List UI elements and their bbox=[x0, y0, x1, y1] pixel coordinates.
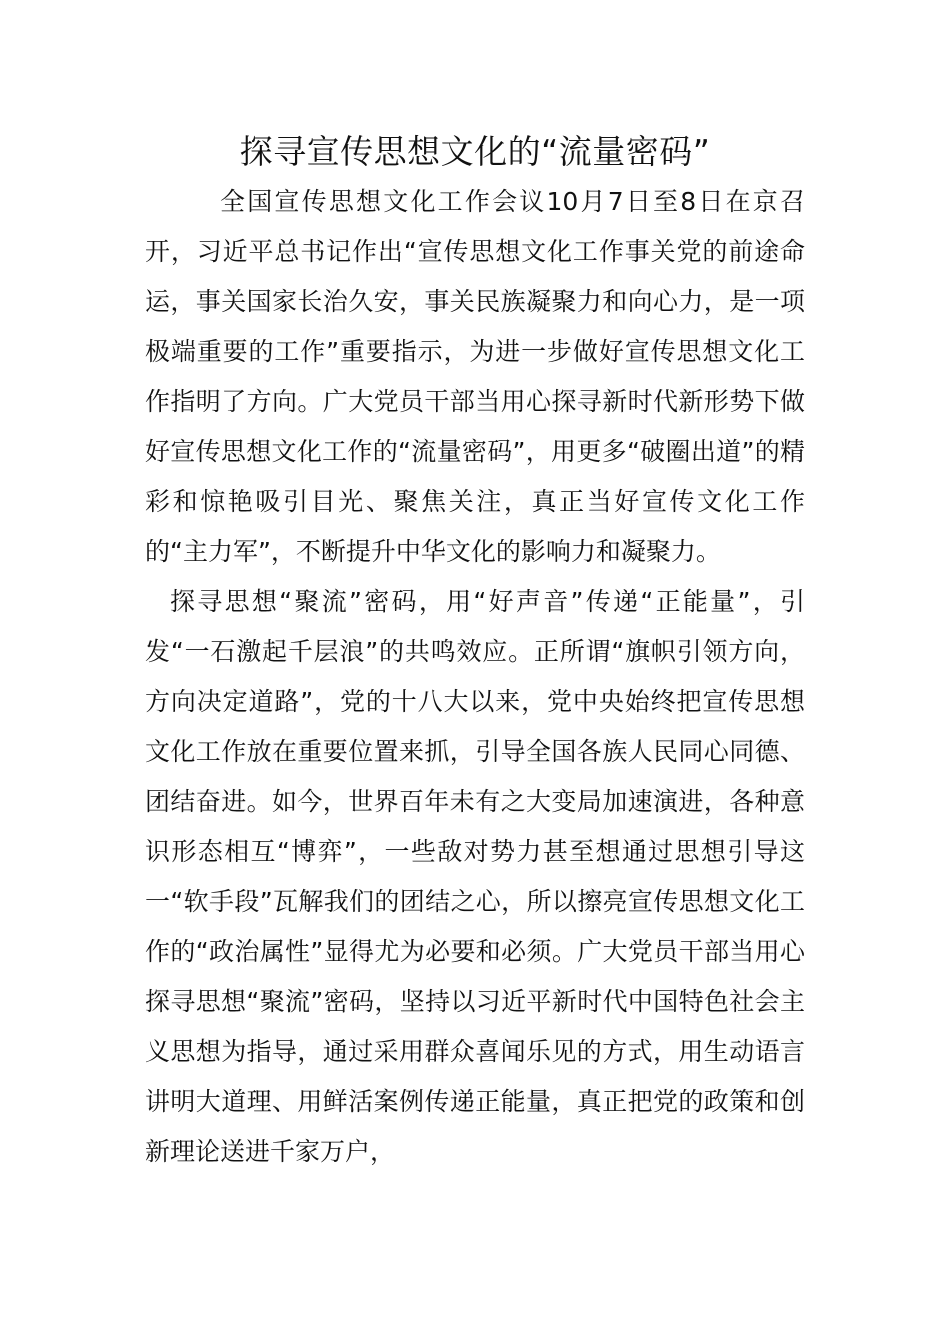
document-body bbox=[145, 177, 805, 1177]
paragraph-2: 探寻思想“聚流”密码，用“好声音”传递“正能量”，引发“一石激起千层浪”的共鸣效应。正所谓“旗帜引领方向，方向决定道路”，党的十八大以来，党中央始终把宣传思想文化工作放在重要位置来抓，引导全国各族人民同心同德、团结奋进。如今，世界百年未有之大变局加速演进，各种意识形态相互“博弈”，一些敌对势力甚至想通过思想引导这一“软手段”瓦解我们的团结之心，所以擦亮宣传思想文化工作的“政治属性”显得尤为必要和必须。广大党员干部当用心探寻思想“聚流”密码，坚持以习近平新时代中国特色社会主义思想为指导，通过采用群众喜闻乐见的方式，用生动语言讲明大道理、用鲜活案例传递正能量，真正把党的政策和创新理论送进千家万户， bbox=[145, 587, 805, 1166]
document-title: 探寻宣传思想文化的“流量密码” bbox=[239, 132, 711, 171]
paragraph-1: 全国宣传思想文化工作会议10月7日至8日在京召开，习近平总书记作出“宣传思想文化工作事关党的前途命运，事关国家长治久安，事关民族凝聚力和向心力，是一项极端重要的工作”重要指示，为进一步做好宣传思想文化工作指明了方向。广大党员干部当用心探寻新时代新形势下做好宣传思想文化工作的“流量密码”，用更多“破圈出道”的精彩和惊艳吸引目光、聚焦关注，真正当好宣传文化工作的“主力军”，不断提升中华文化的影响力和凝聚力。 bbox=[145, 187, 805, 566]
